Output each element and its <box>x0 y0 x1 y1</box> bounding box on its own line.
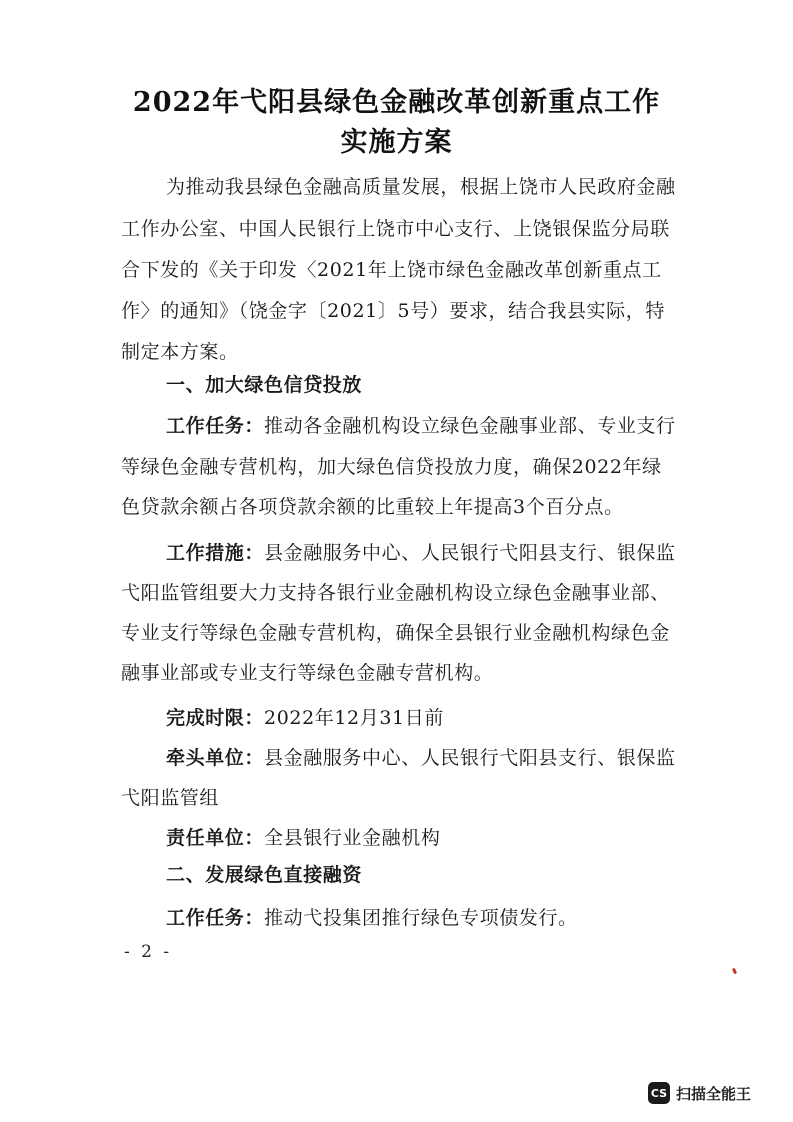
deadline-value: 2022年12月31日前 <box>264 707 444 729</box>
section-1-lead-line: 弋阳监管组 <box>121 787 220 809</box>
intro-line: 工作办公室、中国人民银行上饶市中心支行、上饶银保监分局联 <box>121 218 670 240</box>
responsible-value: 全县银行业金融机构 <box>264 827 441 849</box>
section-1-lead-line <box>166 743 766 770</box>
section-1-responsible <box>166 823 766 850</box>
lead-text: 县金融服务中心、人民银行弋阳县支行、银保监 <box>264 747 676 769</box>
task-text: 推动各金融机构设立绿色金融事业部、专业支行 <box>264 415 676 437</box>
section-2-heading: 二、发展绿色直接融资 <box>166 864 363 886</box>
camscanner-icon: CS <box>648 1082 670 1104</box>
responsible-label: 责任单位： <box>166 827 265 849</box>
red-ink-mark <box>732 968 737 975</box>
intro-line: 为推动我县绿色金融高质量发展，根据上饶市人民政府金融 <box>166 176 676 198</box>
document-title-line-2: 实施方案 <box>340 127 453 158</box>
section-1-task-line: 等绿色金融专营机构，加大绿色信贷投放力度，确保2022年绿 <box>121 456 662 478</box>
section-1-measure-line: 弋阳监管组要大力支持各银行业金融机构设立绿色金融事业部、 <box>121 582 670 604</box>
section-1-measure-line <box>166 538 766 565</box>
section-1-heading: 一、加大绿色信贷投放 <box>166 374 363 396</box>
task-text: 推动弋投集团推行绿色专项债发行。 <box>264 907 578 929</box>
lead-label: 牵头单位： <box>166 747 265 769</box>
measure-label: 工作措施： <box>166 542 265 564</box>
scanner-watermark <box>648 1082 751 1104</box>
section-1-measure-line: 专业支行等绿色金融专营机构，确保全县银行业金融机构绿色金 <box>121 622 670 644</box>
page-number: - 2 - <box>124 942 173 962</box>
watermark-label: 扫描全能王 <box>676 1084 752 1103</box>
task-label: 工作任务： <box>166 907 265 929</box>
intro-line: 作〉的通知》（饶金字〔2021〕5号）要求，结合我县实际，特 <box>121 300 665 322</box>
document-title-line-1: 2022年弋阳县绿色金融改革创新重点工作 <box>132 87 661 118</box>
task-label: 工作任务： <box>166 415 265 437</box>
section-1-measure-line: 融事业部或专业支行等绿色金融专营机构。 <box>121 662 494 684</box>
intro-line: 合下发的《关于印发〈2021年上饶市绿色金融改革创新重点工 <box>121 259 662 281</box>
section-1-deadline <box>166 703 766 730</box>
deadline-label: 完成时限： <box>166 707 265 729</box>
section-1-task-line <box>166 411 766 438</box>
section-2-task-line <box>166 903 766 930</box>
intro-line: 制定本方案。 <box>121 341 239 363</box>
section-1-task-line: 色贷款余额占各项贷款余额的比重较上年提高3个百分点。 <box>121 496 624 518</box>
measure-text: 县金融服务中心、人民银行弋阳县支行、银保监 <box>264 542 676 564</box>
